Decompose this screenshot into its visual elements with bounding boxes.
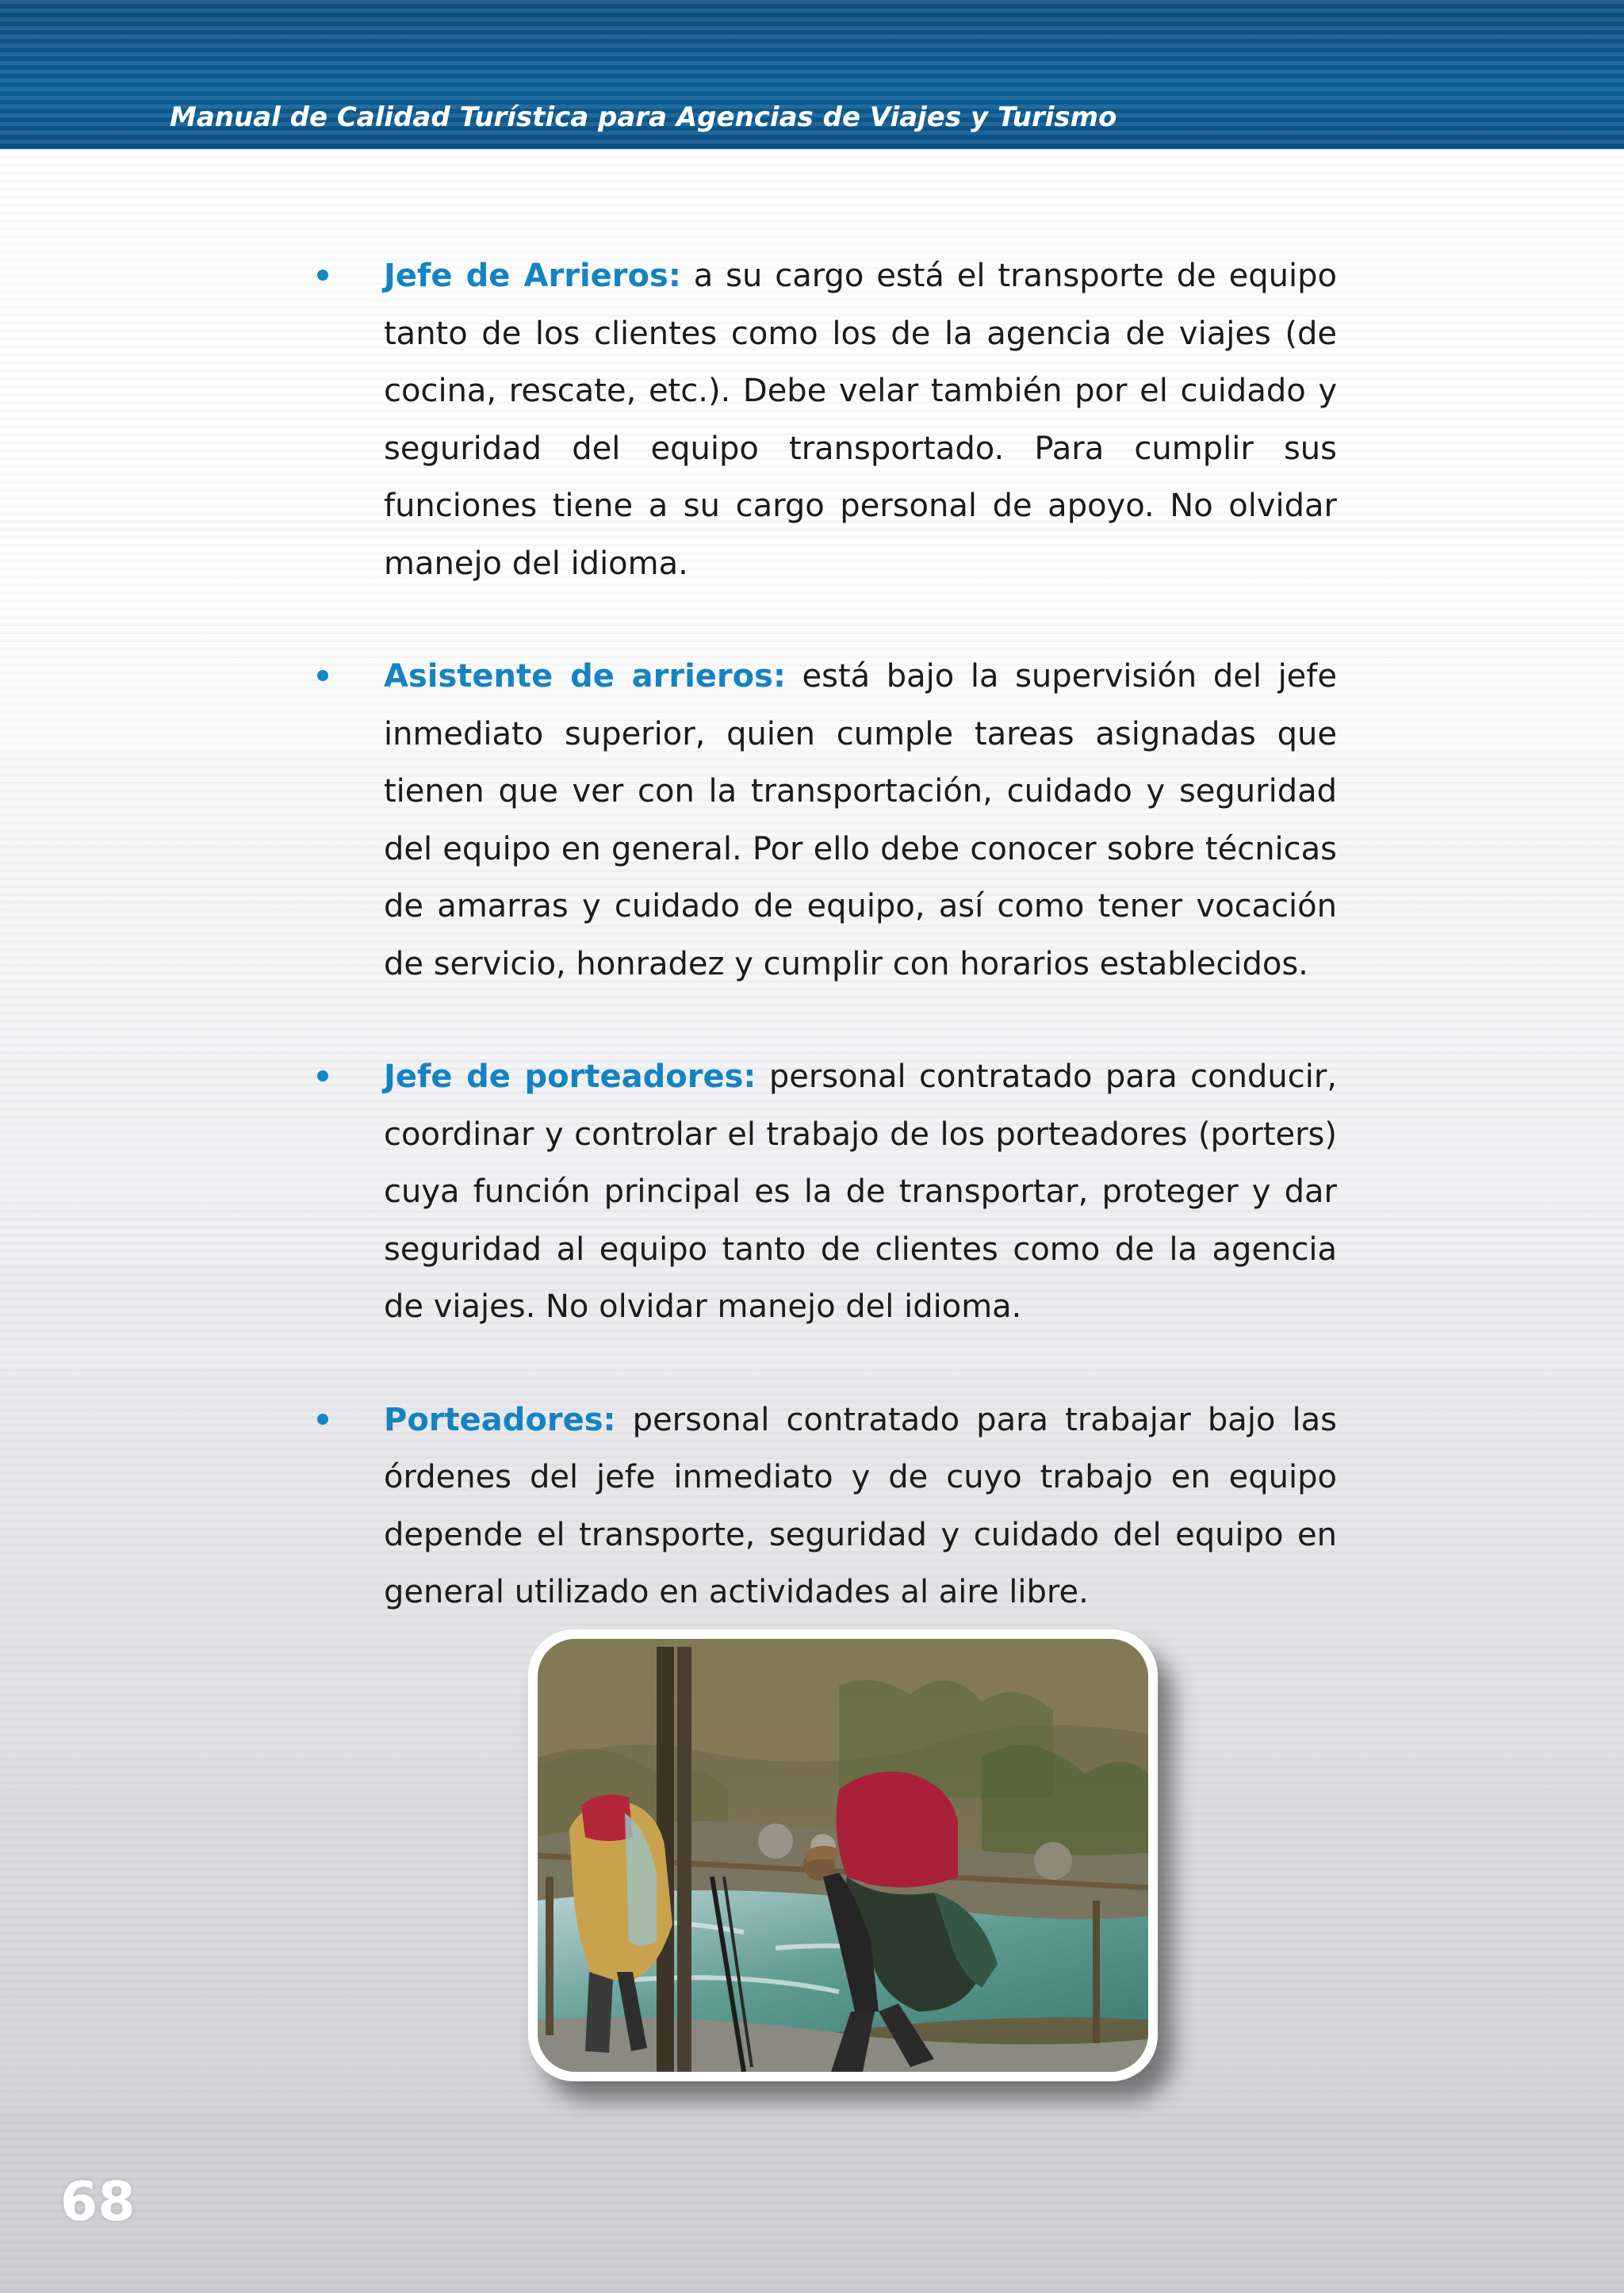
item-term: Jefe de Arrieros <box>384 258 668 294</box>
role-list <box>384 247 1337 1677</box>
item-description: está bajo la supervisión del jefe inmediato superior, quien cumple tareas asignadas que tienen que ver con la transportación, cuidado y seguridad del equipo en general. Por ello debe conocer sobre técnicas de amarras y cuidado de equipo, así como tener vocación de servicio, honradez y cumplir con horarios establecidos. <box>384 658 1337 982</box>
item-term: Asistente de arrieros <box>384 658 773 695</box>
list-item <box>384 1391 1337 1621</box>
item-term: Jefe de porteadores <box>384 1058 744 1095</box>
page-number: 68 <box>60 2171 136 2234</box>
photo-frame <box>528 1629 1158 2081</box>
bullet-icon <box>317 1414 328 1425</box>
bullet-icon <box>317 270 328 281</box>
item-description: personal contratado para conducir, coordinar y controlar el trabajo de los porteadores (porters) cuya función principal es la de transportar, proteger y dar seguridad al equipo tanto de clientes como de la agencia de viajes. No olvidar manejo del idioma. <box>384 1058 1338 1325</box>
list-item <box>384 648 1337 993</box>
page-header <box>0 0 1624 149</box>
item-separator: : <box>668 258 681 294</box>
manual-title: Manual de Calidad Turística para Agencias de Viajes y Turismo <box>170 101 1117 133</box>
item-text <box>384 247 1337 592</box>
item-text <box>384 1048 1337 1336</box>
list-item <box>384 247 1337 592</box>
list-item <box>384 1048 1337 1336</box>
item-text <box>384 648 1337 993</box>
item-description: personal contratado para trabajar bajo las órdenes del jefe inmediato y de cuyo trabajo en equipo depende el transporte, seguridad y cuidado del equipo en general utilizado en actividades al aire libre. <box>384 1401 1337 1610</box>
item-separator: : <box>772 658 786 695</box>
porters-illustration <box>538 1639 1148 2072</box>
item-description: a su cargo está el transporte de equipo tanto de los clientes como los de la agencia de viajes (de cocina, rescate, etc.). Debe velar también por el cuidado y seguridad del equipo transportado. Para cumplir sus funciones tiene a su cargo personal de apoyo. No olvidar manejo del idioma. <box>384 258 1337 582</box>
porters-photo <box>538 1639 1148 2072</box>
bullet-icon <box>317 1070 328 1081</box>
bullet-icon <box>317 670 328 681</box>
item-text <box>384 1391 1337 1621</box>
item-separator: : <box>743 1058 756 1095</box>
item-term: Porteadores <box>384 1401 603 1438</box>
item-separator: : <box>603 1401 616 1438</box>
